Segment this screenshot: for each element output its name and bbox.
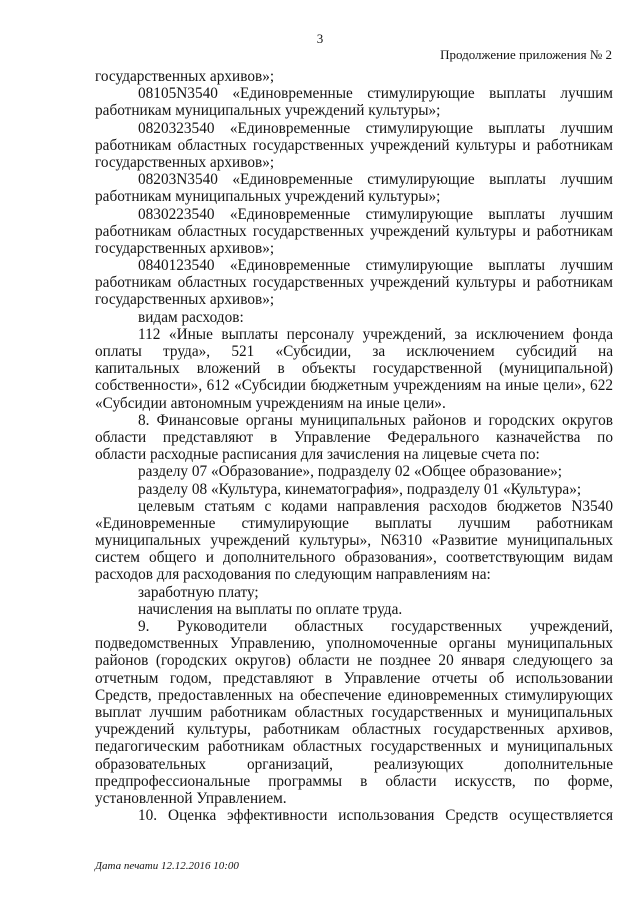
text-line: начисления на выплаты по оплате труда. bbox=[138, 600, 403, 618]
text-line: предпрофессиональные программы в области искусств, по форме, bbox=[95, 772, 613, 790]
text-line: районов (городских округов) области не позднее 20 января следующего за bbox=[95, 652, 613, 670]
text-line: 112 «Иные выплаты персоналу учреждений, за исключением фонда bbox=[138, 325, 613, 343]
text-line: разделу 08 «Культура, кинематография», подразделу 01 «Культура»; bbox=[138, 480, 582, 498]
text-line: педагогическим работникам областных государственных и муниципальных bbox=[95, 738, 613, 756]
text-line: работникам муниципальных учреждений культуры»; bbox=[95, 188, 441, 206]
text-line: 0830223540 «Единовременные стимулирующие выплаты лучшим bbox=[138, 205, 613, 223]
text-line: 0820323540 «Единовременные стимулирующие выплаты лучшим bbox=[138, 119, 613, 137]
text-line: государственных архивов»; bbox=[95, 291, 275, 309]
text-line: целевым статьям с кодами направления расходов бюджетов N3540 bbox=[138, 497, 613, 515]
text-line: работникам областных государственных учреждений культуры и работникам bbox=[95, 136, 613, 154]
text-line: заработную плату; bbox=[138, 583, 259, 601]
page-number: 3 bbox=[316, 31, 324, 46]
text-line: подведомственных Управлению, уполномоченные органы муниципальных bbox=[95, 635, 613, 653]
text-line: 10. Оценка эффективности использования Средств осуществляется bbox=[138, 807, 613, 825]
text-line: 9. Руководители областных государственных учреждений, bbox=[138, 618, 613, 635]
text-line: области расходные расписания для зачисления на лицевые счета по: bbox=[95, 446, 540, 464]
text-line: образовательных организаций, реализующих дополнительные bbox=[95, 755, 613, 773]
text-line: выплат лучшим работникам областных государственных и муниципальных bbox=[95, 703, 613, 721]
text-line: «Субсидии автономным учреждениям на иные цели». bbox=[95, 394, 446, 412]
text-line: области представляют в Управление Федерального казначейства по bbox=[95, 428, 613, 446]
text-line: расходов для расходования по следующим направлениям на: bbox=[95, 566, 491, 584]
text-line: государственных архивов»; bbox=[95, 153, 275, 171]
text-line: учреждений культуры, работникам областных государственных архивов, bbox=[95, 721, 613, 739]
text-line: систем общего и дополнительного образования», соответствующим видам bbox=[95, 549, 613, 567]
text-line: Средств, предоставленных на обеспечение единовременных стимулирующих bbox=[95, 686, 613, 704]
text-line: 08203N3540 «Единовременные стимулирующие выплаты лучшим bbox=[138, 171, 613, 189]
text-line: государственных архивов»; bbox=[95, 68, 275, 85]
text-line: оплаты труда», 521 «Субсидии, за исключением субсидий на bbox=[95, 343, 613, 360]
text-line: государственных архивов»; bbox=[95, 239, 275, 257]
text-line: муниципальных учреждений культуры», N6310 «Развитие муниципальных bbox=[95, 532, 613, 550]
appendix-continuation-note: Продолжение приложения № 2 bbox=[440, 47, 612, 62]
print-date: Дата печати 12.12.2016 10:00 bbox=[95, 860, 239, 872]
text-line: установленной Управлением. bbox=[95, 789, 287, 807]
text-line: видам расходов: bbox=[138, 308, 244, 326]
text-line: разделу 07 «Образование», подразделу 02 «Общее образование»; bbox=[138, 463, 562, 481]
text-line: капитальных вложений в объекты государственной (муниципальной) bbox=[95, 360, 613, 378]
text-line: отчетным годом, представляют в Управление отчеты об использовании bbox=[95, 669, 613, 687]
text-line: работникам муниципальных учреждений культуры»; bbox=[95, 102, 441, 120]
text-line: 8. Финансовые органы муниципальных районов и городских округов bbox=[138, 411, 613, 429]
text-line: «Единовременные стимулирующие выплаты лучшим работникам bbox=[95, 514, 613, 532]
text-line: 08105N3540 «Единовременные стимулирующие выплаты лучшим bbox=[138, 85, 613, 103]
text-line: собственности», 612 «Субсидии бюджетным учреждениям на иные цели», 622 bbox=[95, 377, 613, 395]
text-line: работникам областных государственных учреждений культуры и работникам bbox=[95, 274, 613, 292]
text-line: работникам областных государственных учреждений культуры и работникам bbox=[95, 222, 613, 240]
document-body bbox=[95, 68, 613, 824]
text-line: 0840123540 «Единовременные стимулирующие выплаты лучшим bbox=[138, 257, 613, 275]
